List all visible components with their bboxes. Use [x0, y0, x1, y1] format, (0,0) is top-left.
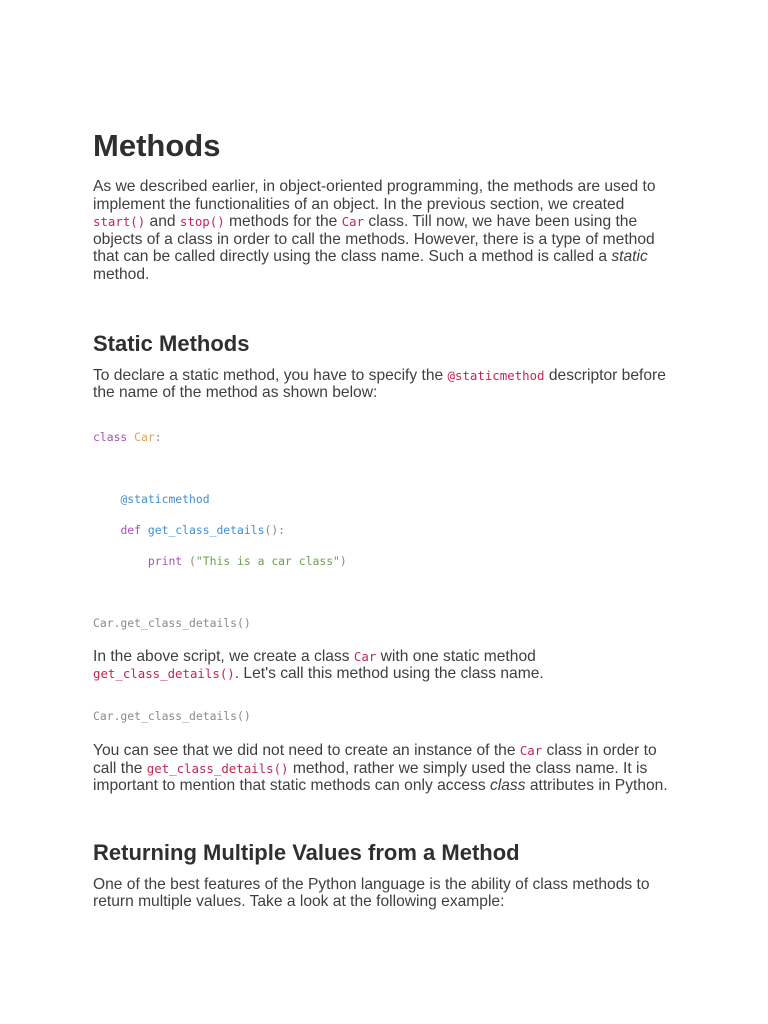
static-text-2: descriptor before the name of the method as shown below:: [93, 366, 666, 402]
inline-code-car: Car: [341, 214, 365, 230]
page-title: Methods: [93, 128, 221, 163]
function-signature-end: ():: [264, 522, 286, 537]
code-line-print: [93, 554, 678, 568]
code-line-def: [93, 523, 678, 537]
keyword-print: print: [147, 553, 183, 568]
inline-code-car-2: Car: [353, 648, 377, 664]
article-content: [93, 126, 678, 911]
intro-text-2: and: [145, 213, 180, 231]
static-text-1: To declare a static method, you have to specify the: [93, 366, 448, 384]
instance-text-4: attributes in Python.: [525, 777, 668, 795]
code-line-class: [93, 430, 678, 444]
intro-paragraph: [93, 178, 678, 284]
after-code-text-2: with one static method: [376, 647, 536, 665]
keyword-class: class: [93, 429, 128, 444]
inline-code-start: start(): [93, 214, 146, 230]
intro-text-3: methods for the: [224, 213, 342, 231]
code-line-decorator: [93, 492, 678, 506]
inline-code-staticmethod: @staticmethod: [447, 367, 545, 383]
instance-text-3: method, rather we simply used the class name. It is important to mention that static methods can only access: [93, 759, 648, 795]
multiple-values-paragraph: One of the best features of the Python language is the ability of class methods to return multiple values. Take a look at the following example:: [93, 875, 650, 911]
decorator: @staticmethod: [120, 491, 210, 506]
inline-code-get-class-details: get_class_details(): [93, 666, 235, 682]
inline-code-get-class-details-2: get_class_details(): [146, 760, 289, 776]
after-code-text-1: In the above script, we create a class: [93, 647, 354, 665]
after-code-text-3: . Let's call this method using the class name.: [234, 665, 544, 683]
instance-emphasis-class: class: [489, 777, 526, 795]
instance-text-2: class in order to call the: [93, 741, 657, 777]
intro-text-5: method.: [93, 265, 150, 283]
static-methods-paragraph: [93, 367, 678, 402]
intro-text-4: class. Till now, we have been using the objects of a class in order to call the methods. However, there is a type of method that can be called directly using the class name. Such a method is called a: [93, 213, 655, 266]
after-code-paragraph: [93, 648, 678, 683]
multiple-values-heading: Returning Multiple Values from a Method: [93, 839, 520, 865]
code-string: "This is a car class": [195, 553, 340, 568]
inline-code-car-3: Car: [519, 742, 543, 758]
intro-text-1: As we described earlier, in object-oriented programming, the methods are used to implement the functionalities of an object. In the previous section, we created: [93, 178, 656, 213]
code-line-call: Car.get_class_details(): [93, 615, 251, 630]
function-name: get_class_details: [147, 522, 265, 537]
inline-code-stop: stop(): [179, 214, 225, 230]
class-name: Car: [134, 429, 155, 444]
code-paren-close: ): [339, 553, 347, 568]
instance-paragraph: [93, 742, 678, 795]
static-methods-heading: Static Methods: [93, 330, 250, 356]
keyword-def: def: [120, 522, 142, 537]
instance-text-1: You can see that we did not need to create an instance of the: [93, 741, 520, 759]
code-block: [93, 430, 678, 630]
intro-emphasis-static: static: [611, 248, 648, 266]
code-colon: :: [154, 429, 162, 444]
code-paren-open: (: [182, 553, 196, 568]
call-code-block: Car.get_class_details(): [93, 708, 251, 723]
